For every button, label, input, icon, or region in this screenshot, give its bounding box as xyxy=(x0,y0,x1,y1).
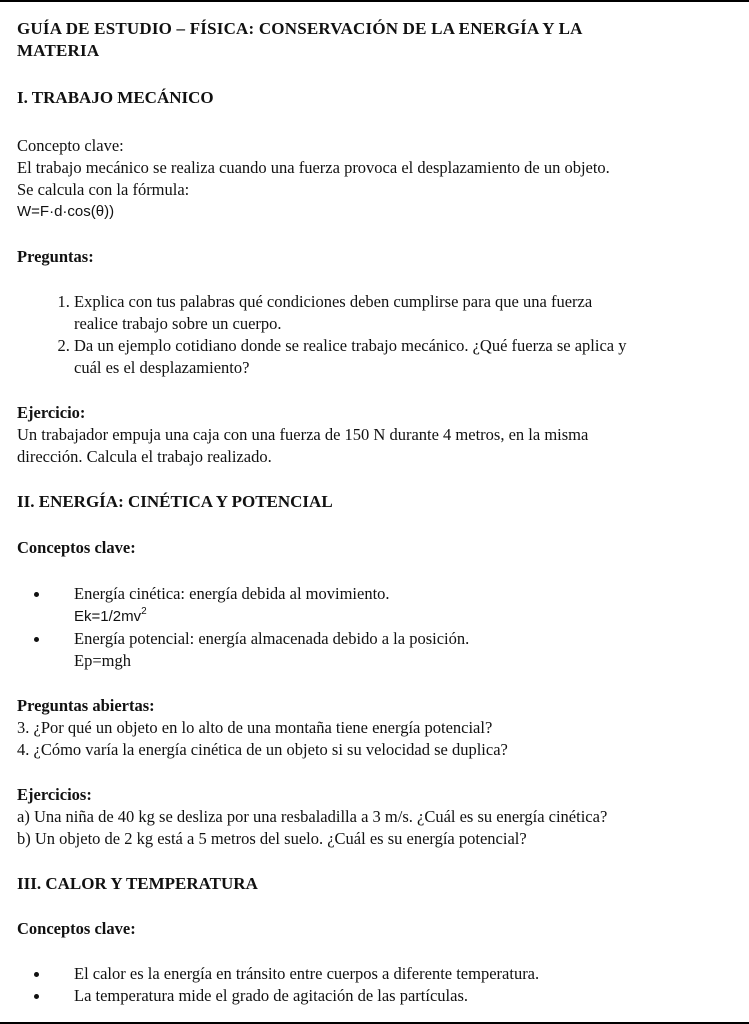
s2-kinetic-formula: $Ek=1/2mv^2$ xyxy=(74,606,147,625)
s2-potential-formula: Ep=mgh xyxy=(74,651,131,670)
s3-concept-temperature: La temperatura mide el grado de agitación de las partículas. xyxy=(74,985,735,1007)
document-title-line2: MATERIA xyxy=(17,41,100,60)
s2-exercise-a: a) Una niña de 40 kg se desliza por una resbaladilla a 3 m/s. ¿Cuál es su energía cinética? xyxy=(17,807,608,826)
section-2-heading: II. ENERGÍA: CINÉTICA Y POTENCIAL xyxy=(17,492,333,511)
s3-concept-heat: El calor es la energía en tránsito entre cuerpos a diferente temperatura. xyxy=(74,963,735,985)
s2-potential-text: Energía potencial: energía almacenada debido a la posición. xyxy=(74,629,470,648)
s2-concepts-list xyxy=(17,583,735,672)
s1-exercise-label: Ejercicio: xyxy=(17,403,86,422)
s1-questions-label: Preguntas: xyxy=(17,247,94,266)
s1-formula: W=F·d·cos(θ)) xyxy=(17,203,115,220)
s2-open-questions-label: Preguntas abiertas: xyxy=(17,696,155,715)
s1-question-2 xyxy=(74,335,735,379)
s1-question-1-line1: Explica con tus palabras qué condiciones deben cumplirse para que una fuerza xyxy=(74,292,593,311)
s1-exercise-line2: dirección. Calcula el trabajo realizado. xyxy=(17,447,272,466)
s1-question-1-line2: realice trabajo sobre un cuerpo. xyxy=(74,314,282,333)
document-title-line1: GUÍA DE ESTUDIO – FÍSICA: CONSERVACIÓN DE LA ENERGÍA Y LA xyxy=(17,19,583,38)
document-content xyxy=(17,18,735,1007)
s2-kinetic-exponent: 2 xyxy=(141,606,147,617)
s1-question-2-line1: Da un ejemplo cotidiano donde se realice trabajo mecánico. ¿Qué fuerza se aplica y xyxy=(74,336,627,355)
s2-concept-potential xyxy=(74,628,735,672)
s1-question-1 xyxy=(74,291,735,335)
s1-exercise-line1: Un trabajador empuja una caja con una fuerza de 150 N durante 4 metros, en la misma xyxy=(17,425,589,444)
section-3-heading: III. CALOR Y TEMPERATURA xyxy=(17,874,258,893)
section-1-heading: I. TRABAJO MECÁNICO xyxy=(17,88,214,107)
s2-question-4: 4. ¿Cómo varía la energía cinética de un objeto si su velocidad se duplica? xyxy=(17,740,508,759)
s1-concept-line1: El trabajo mecánico se realiza cuando una fuerza provoca el desplazamiento de un objeto. xyxy=(17,158,610,177)
s1-concept-label: Concepto clave: xyxy=(17,136,124,155)
s1-questions-list xyxy=(17,291,735,379)
s2-concept-kinetic xyxy=(74,583,735,628)
s2-concepts-label: Conceptos clave: xyxy=(17,538,136,557)
s1-concept-line2: Se calcula con la fórmula: xyxy=(17,180,190,199)
s2-kinetic-text: Energía cinética: energía debida al movimiento. xyxy=(74,584,390,603)
s2-question-3: 3. ¿Por qué un objeto en lo alto de una montaña tiene energía potencial? xyxy=(17,718,493,737)
s3-concepts-label: Conceptos clave: xyxy=(17,919,136,938)
s2-exercises-label: Ejercicios: xyxy=(17,785,92,804)
s1-question-2-line2: cuál es el desplazamiento? xyxy=(74,358,250,377)
s2-exercise-b: b) Un objeto de 2 kg está a 5 metros del suelo. ¿Cuál es su energía potencial? xyxy=(17,829,527,848)
s3-concepts-list xyxy=(17,963,735,1007)
